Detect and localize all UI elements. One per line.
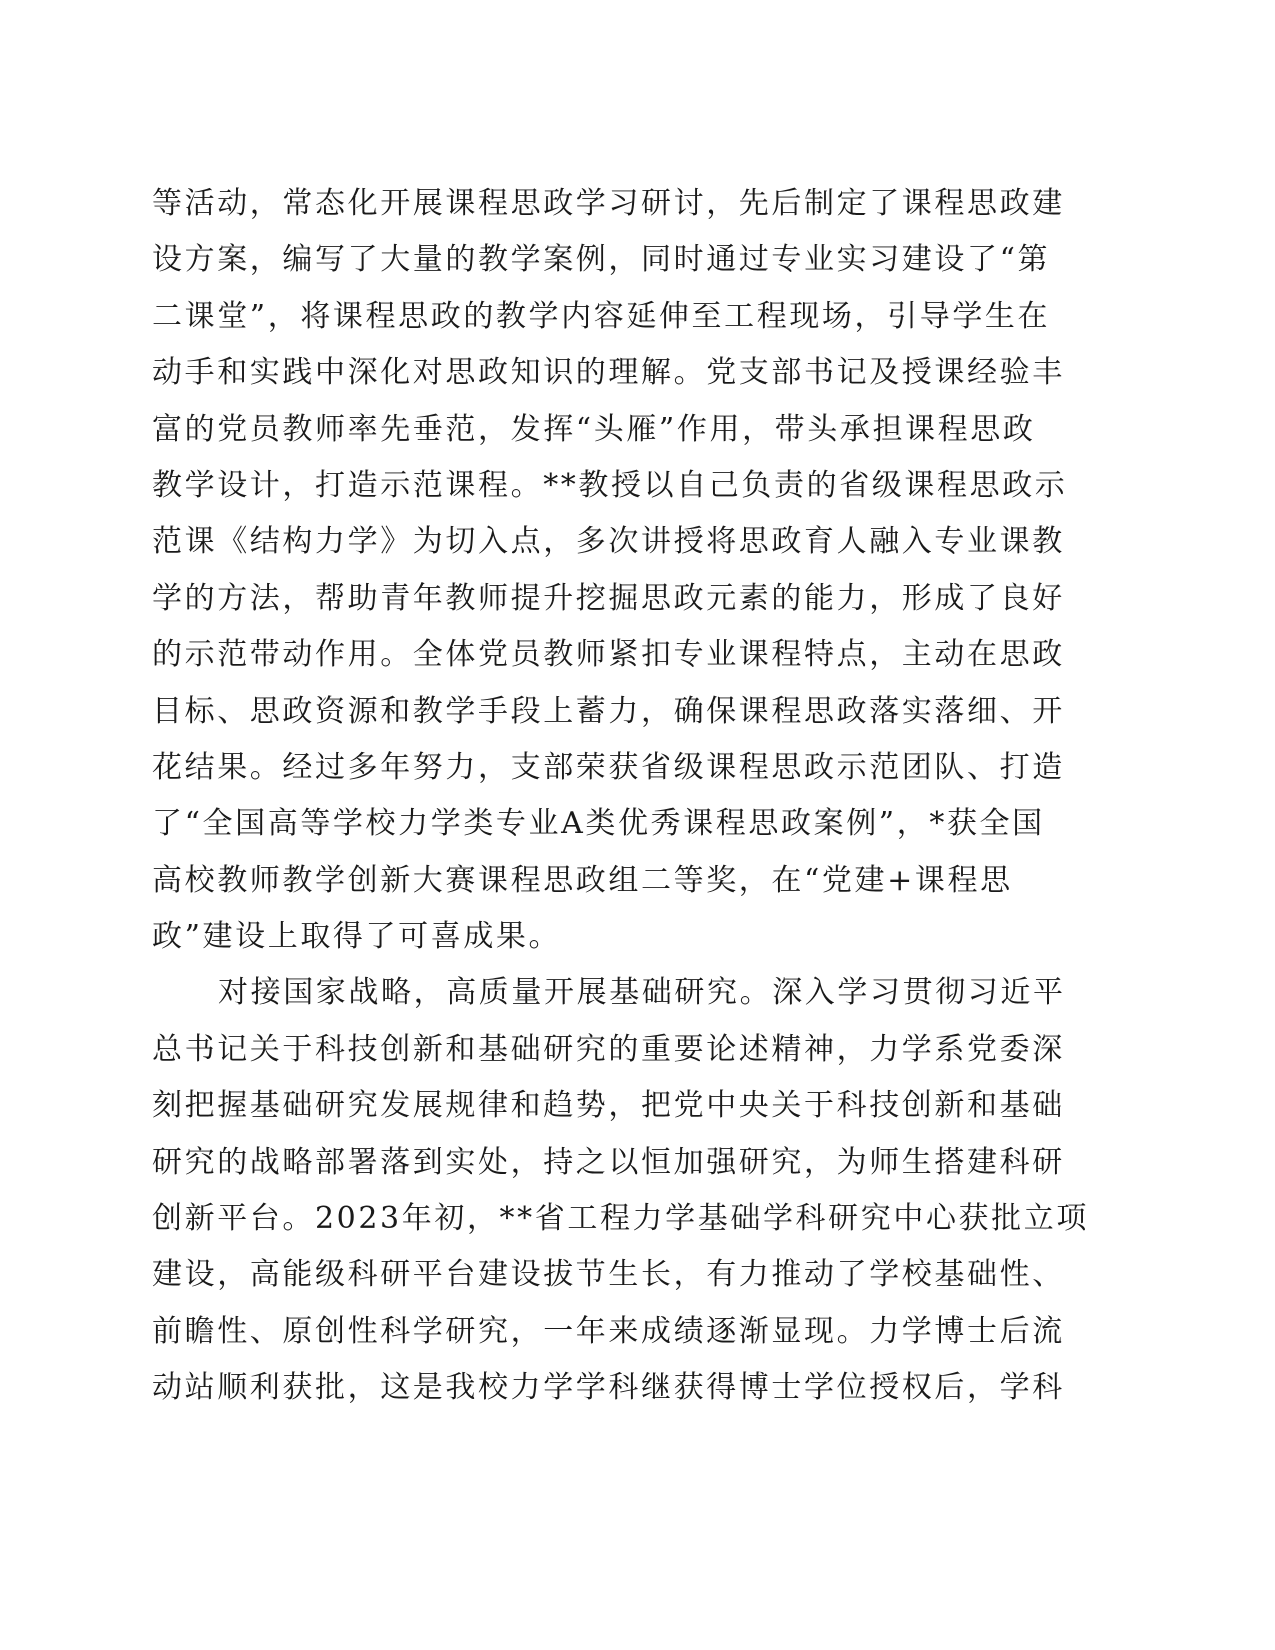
text-line: 建设，高能级科研平台建设拔节生长，有力推动了学校基础性、 [152, 1257, 1065, 1293]
text-line: 教学设计，打造示范课程。**教授以自己负责的省级课程思政示 [152, 467, 1068, 503]
text-line: 范课《结构力学》为切入点，多次讲授将思政育人融入专业课教 [152, 524, 1065, 560]
text-line: 的示范带动作用。全体党员教师紧扣专业课程特点，主动在思政 [152, 637, 1065, 673]
text-line: 政”建设上取得了可喜成果。 [152, 919, 562, 955]
text-line: 研究的战略部署落到实处，持之以恒加强研究，为师生搭建科研 [152, 1144, 1065, 1180]
text-line: 学的方法，帮助青年教师提升挖掘思政元素的能力，形成了良好 [152, 580, 1065, 616]
text-line: 创新平台。2023年初，**省工程力学基础学科研究中心获批立项 [152, 1201, 1089, 1237]
text-line: 花结果。经过多年努力，支部荣获省级课程思政示范团队、打造 [152, 749, 1065, 785]
text-line: 动站顺利获批，这是我校力学学科继获得博士学位授权后，学科 [152, 1370, 1065, 1406]
text-line: 富的党员教师率先垂范，发挥“头雁”作用，带头承担课程思政 [152, 411, 1036, 447]
text-line: 了“全国高等学校力学类专业A类优秀课程思政案例”，*获全国 [152, 806, 1045, 842]
text-line: 刻把握基础研究发展规律和趋势，把党中央关于科技创新和基础 [152, 1088, 1065, 1124]
body-text [152, 176, 1112, 1417]
text-line: 等活动，常态化开展课程思政学习研讨，先后制定了课程思政建 [152, 186, 1065, 221]
text-line: 动手和实践中深化对思政知识的理解。党支部书记及授课经验丰 [152, 355, 1065, 391]
text-line: 目标、思政资源和教学手段上蓄力，确保课程思政落实落细、开 [152, 693, 1065, 729]
text-line: 二课堂”，将课程思政的教学内容延伸至工程现场，引导学生在 [152, 298, 1051, 334]
text-line: 总书记关于科技创新和基础研究的重要论述精神，力学系党委深 [152, 1031, 1065, 1067]
text-line: 设方案，编写了大量的教学案例，同时通过专业实习建设了“第 [152, 242, 1051, 278]
text-line: 高校教师教学创新大赛课程思政组二等奖，在“党建+课程思 [152, 862, 1013, 898]
text-line: 前瞻性、原创性科学研究，一年来成绩逐渐显现。力学博士后流 [152, 1313, 1065, 1349]
paragraph-start-line: 对接国家战略，高质量开展基础研究。深入学习贯彻习近平 [218, 975, 1066, 1011]
